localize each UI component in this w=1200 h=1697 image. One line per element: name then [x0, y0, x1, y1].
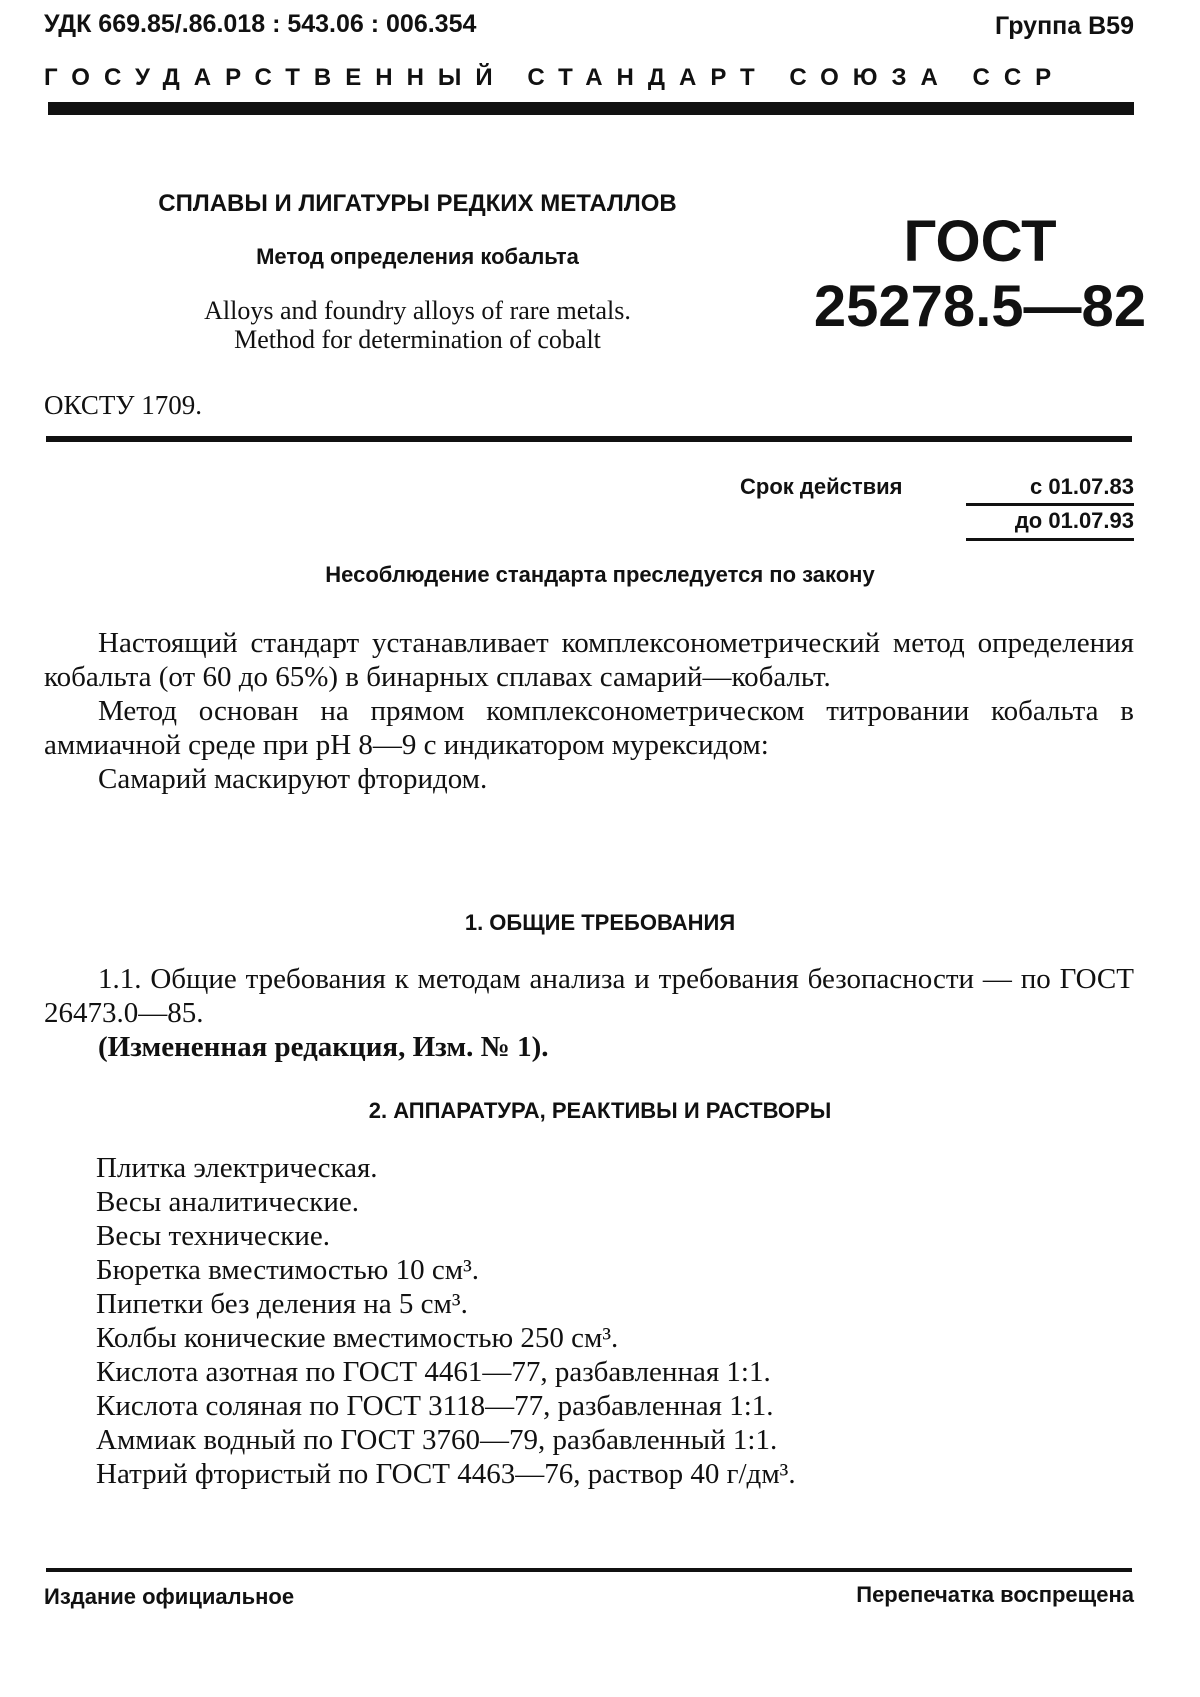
footer-divider: [46, 1568, 1132, 1572]
list-item: Колбы конические вместимостью 250 см³.: [96, 1322, 619, 1354]
list-item: Кислота соляная по ГОСТ 3118—77, разбавленная 1:1.: [96, 1390, 774, 1422]
list-item: Кислота азотная по ГОСТ 4461—77, разбавленная 1:1.: [96, 1356, 771, 1388]
document-title: СПЛАВЫ И ЛИГАТУРЫ РЕДКИХ МЕТАЛЛОВ: [158, 190, 677, 217]
udk-code: УДК 669.85/.86.018 : 543.06 : 006.354: [44, 10, 477, 38]
english-title-line-1: Alloys and foundry alloys of rare metals.: [204, 296, 631, 325]
section-1-clause: 1.1. Общие требования к методам анализа и требования безопасности — по ГОСТ 26473.0—85.: [44, 963, 1134, 1029]
list-item: Пипетки без деления на 5 см³.: [96, 1288, 468, 1320]
intro-text: [44, 626, 1134, 796]
intro-paragraph-3: Самарий маскируют фторидом.: [98, 763, 488, 795]
equipment-list: [96, 1151, 796, 1491]
section-2-heading: 2. АППАРАТУРА, РЕАКТИВЫ И РАСТВОРЫ: [368, 1098, 832, 1123]
section-1-body: [44, 962, 1134, 1064]
validity-from: с 01.07.83: [1030, 474, 1134, 499]
list-item: Бюретка вместимостью 10 см³.: [96, 1254, 480, 1286]
state-standard-banner: ГОСУДАРСТВЕННЫЙ СТАНДАРТ СОЮЗА ССР: [44, 64, 1066, 91]
official-edition-note: Издание официальное: [44, 1584, 295, 1609]
gost-number: 25278.5—82: [813, 274, 1147, 339]
validity-to: до 01.07.93: [1014, 508, 1134, 533]
gost-label: ГОСТ: [903, 209, 1057, 274]
list-item: Аммиак водный по ГОСТ 3760—79, разбавленный 1:1.: [96, 1424, 778, 1456]
english-title: [130, 296, 705, 354]
document-subtitle: Метод определения кобальта: [256, 244, 579, 269]
intro-paragraph-2: Метод основан на прямом комплексонометрическом титровании кобальта в аммиачной среде при рН 8—9 с индикатором мурексидом:: [44, 695, 1134, 761]
list-item: Весы аналитические.: [96, 1186, 360, 1218]
section-1-amendment: (Измененная редакция, Изм. № 1).: [98, 1031, 549, 1063]
group-code: Группа В59: [995, 12, 1134, 40]
section-1-heading: 1. ОБЩИЕ ТРЕБОВАНИЯ: [464, 910, 736, 935]
intro-paragraph-1: Настоящий стандарт устанавливает комплексонометрический метод определения кобальта (от 60 до 65%) в бинарных сплавах самарий—кобальт.: [44, 627, 1134, 693]
list-item: Плитка электрическая.: [96, 1152, 378, 1184]
title-divider: [46, 436, 1132, 442]
reprint-prohibited-note: Перепечатка воспрещена: [856, 1582, 1134, 1607]
list-item: Натрий фтористый по ГОСТ 4463—76, раствор 40 г/дм³.: [96, 1458, 796, 1490]
validity-label: Срок действия: [740, 474, 903, 499]
header-divider: [48, 102, 1134, 115]
english-title-line-2: Method for determination of cobalt: [234, 325, 601, 354]
okstu-code: ОКСТУ 1709.: [44, 390, 202, 420]
legal-warning: Несоблюдение стандарта преследуется по закону: [325, 562, 875, 587]
validity-to-underline: [966, 538, 1134, 541]
list-item: Весы технические.: [96, 1220, 331, 1252]
